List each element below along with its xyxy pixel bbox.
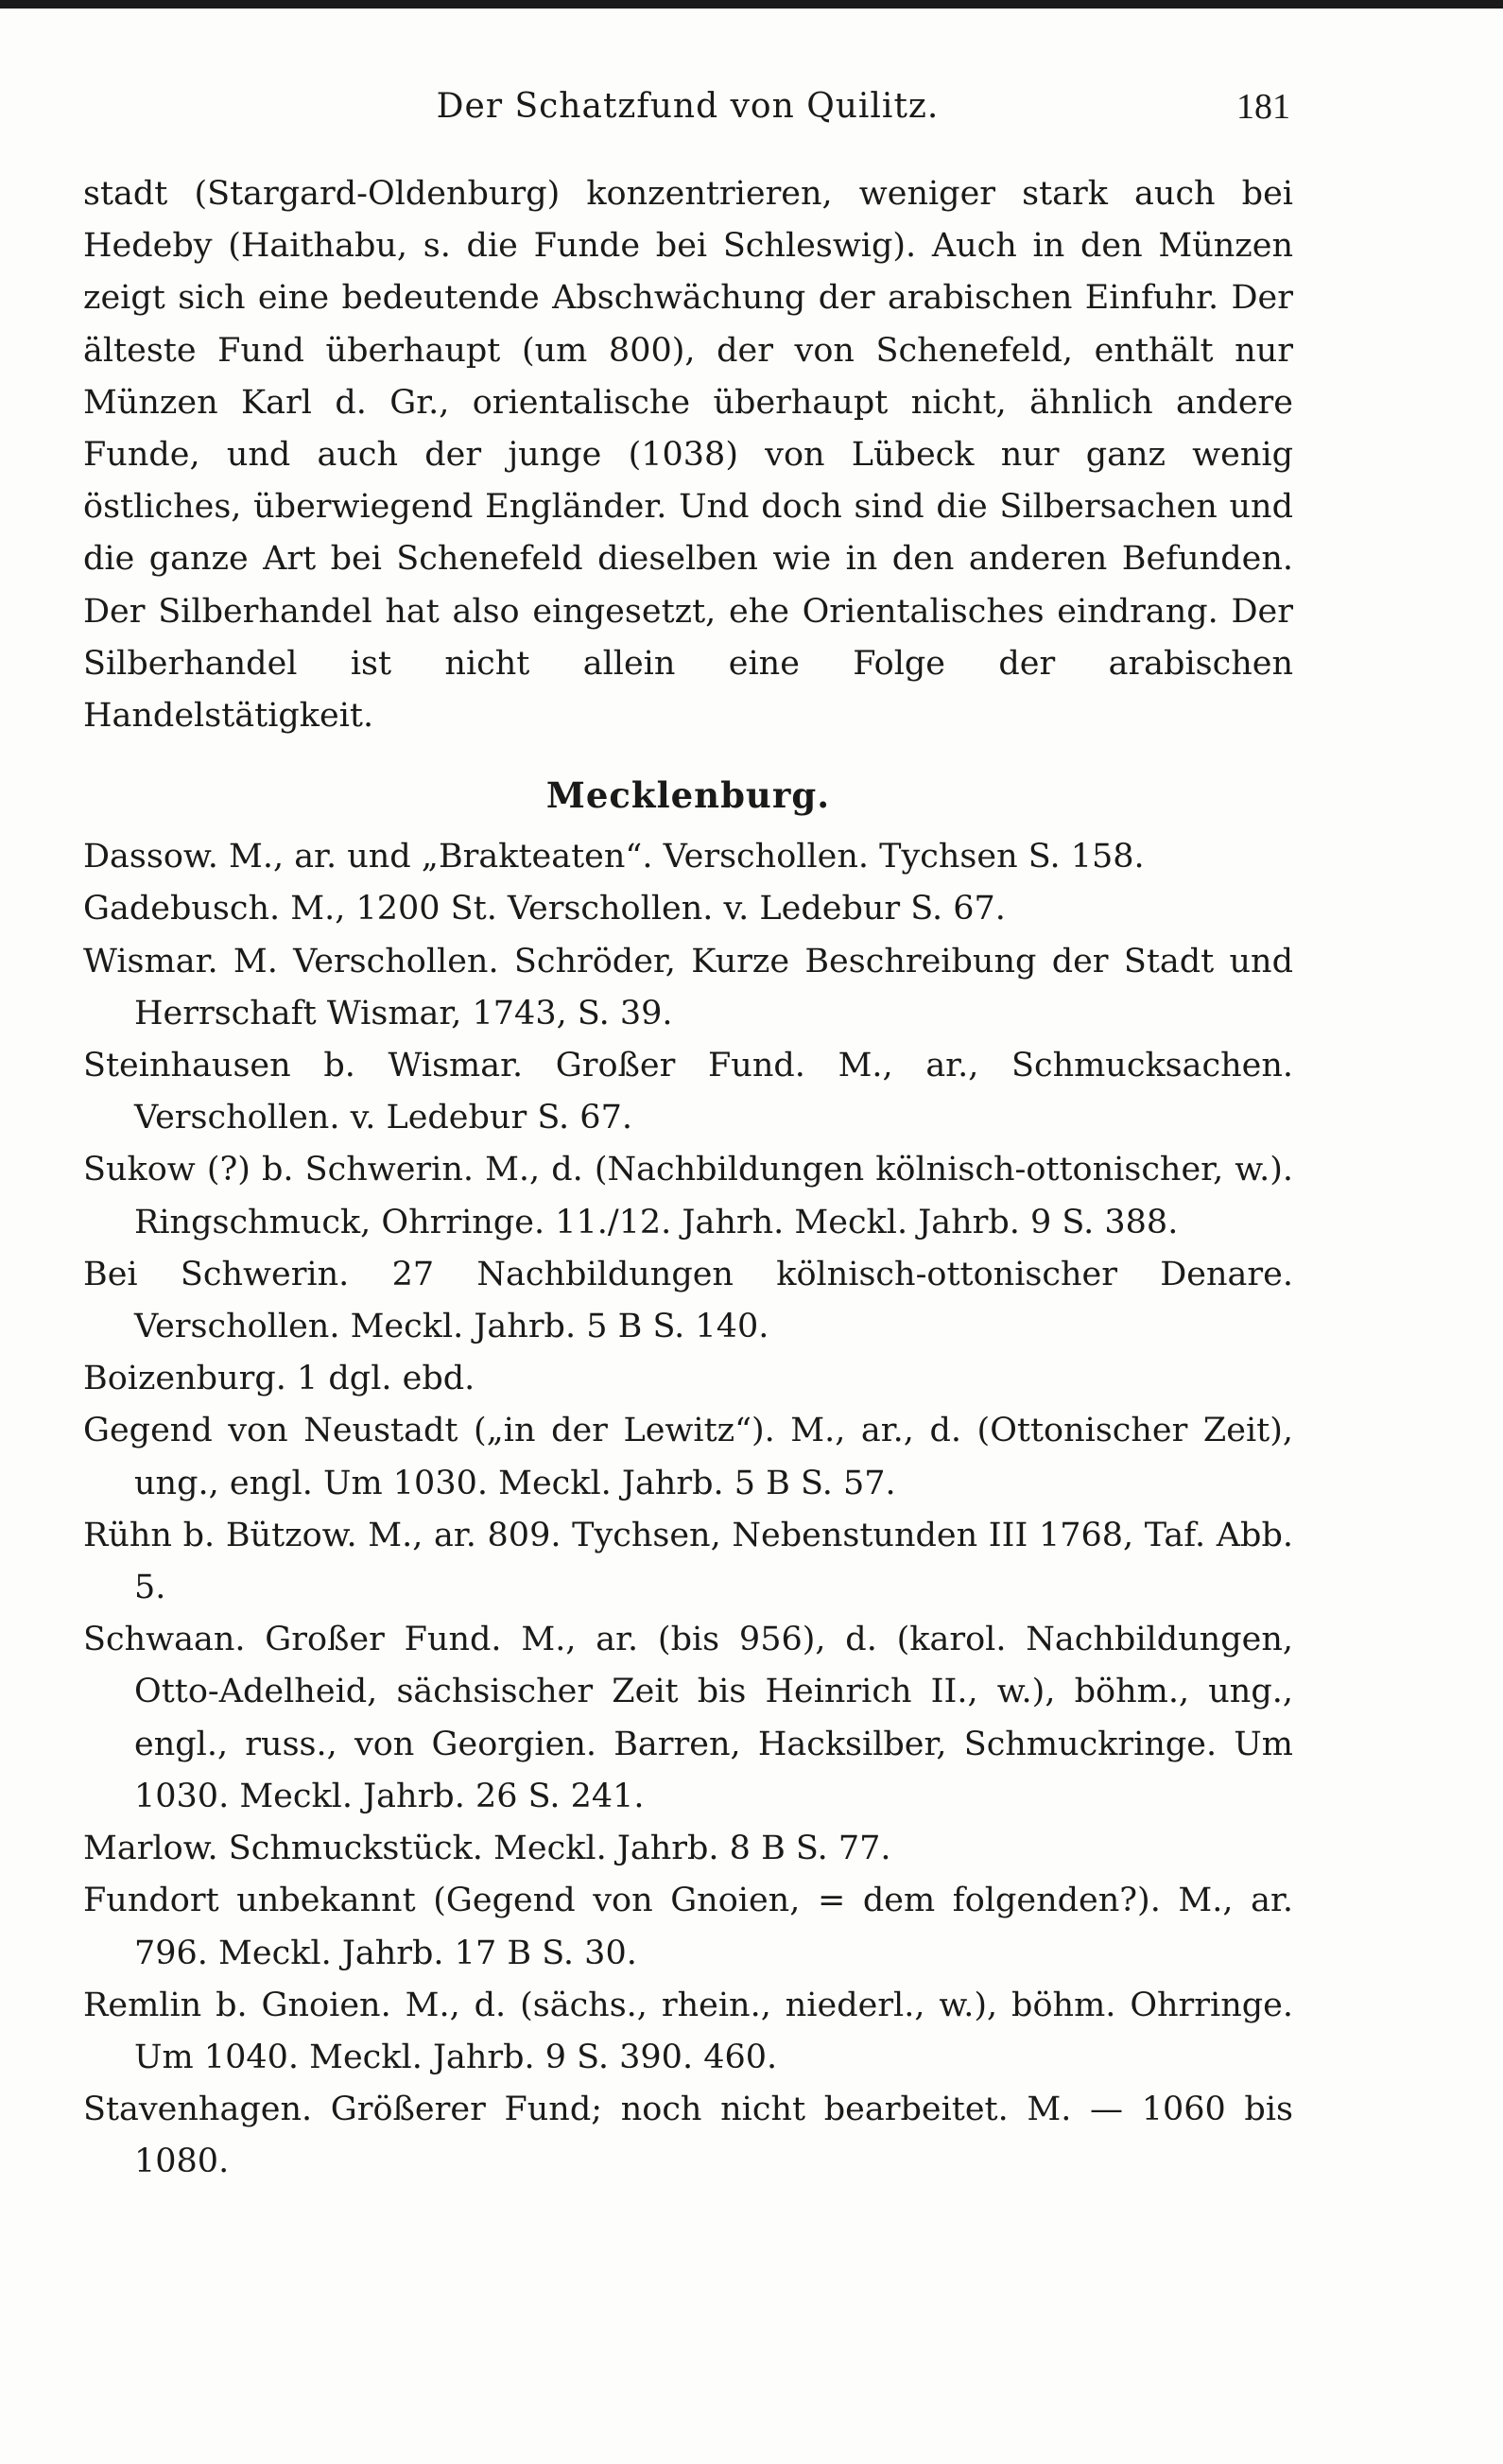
top-edge-rule <box>0 0 1503 9</box>
section-heading: Mecklenburg. <box>545 774 831 817</box>
find-entry: Wismar. M. Verschollen. Schröder, Kurze Beschreibung der Stadt und Herrschaft Wismar, 1743, S. 39. <box>83 942 1293 1032</box>
find-entry: Remlin b. Gnoien. M., d. (sächs., rhein., niederl., w.), böhm. Ohrringe. Um 1040. Meckl. Jahrb. 9 S. 390. 460. <box>83 1986 1293 2076</box>
find-entry: Sukow (?) b. Schwerin. M., d. (Nachbildungen kölnisch-ottonischer, w.). Ringschmuck, Ohrringe. 11./12. Jahrh. Meckl. Jahrb. 9 S. 388. <box>83 1151 1293 1241</box>
find-entry: Dassow. M., ar. und „Brakteaten“. Verschollen. Tychsen S. 158. <box>83 838 1145 876</box>
find-entry: Bei Schwerin. 27 Nachbildungen kölnisch-ottonischer Denare. Verschollen. Meckl. Jahrb. 5 B S. 140. <box>83 1255 1293 1346</box>
find-entry: Rühn b. Bützow. M., ar. 809. Tychsen, Nebenstunden III 1768, Taf. Abb. 5. <box>83 1516 1293 1607</box>
running-title: Der Schatzfund von Quilitz. <box>436 87 940 126</box>
find-entry: Gegend von Neustadt („in der Lewitz“). M., ar., d. (Ottonischer Zeit), ung., engl. Um 1030. Meckl. Jahrb. 5 B S. 57. <box>83 1412 1293 1502</box>
find-entry: Stavenhagen. Größerer Fund; noch nicht bearbeitet. M. — 1060 bis 1080. <box>83 2091 1293 2181</box>
find-entry: Boizenburg. 1 dgl. ebd. <box>83 1360 475 1398</box>
page-number: 181 <box>1236 87 1290 127</box>
find-entry: Schwaan. Großer Fund. M., ar. (bis 956), d. (karol. Nachbildungen, Otto-Adelheid, sächsischer Zeit bis Heinrich II., w.), böhm., ung., engl., russ., von Georgien. Barren, Hacksilber, Schmuckringe. Um 1030. Meckl. Jahrb. 26 S. 241. <box>83 1621 1293 1815</box>
find-entry: Fundort unbekannt (Gegend von Gnoien, = dem folgenden?). M., ar. 796. Meckl. Jahrb. 17 B S. 30. <box>83 1882 1293 1972</box>
running-head <box>85 83 1290 130</box>
intro-paragraph: stadt (Stargard-Oldenburg) konzentrieren, weniger stark auch bei Hedeby (Haithabu, s. die Funde bei Schleswig). Auch in den Münzen zeigt sich eine bedeutende Abschwächung der arabischen Einfuhr. Der älteste Fund überhaupt (um 800), der von Schenefeld, enthält nur Münzen Karl d. Gr., orientalische überhaupt nicht, ähnlich andere Funde, und auch der junge (1038) von Lübeck nur ganz wenig östliches, überwiegend Engländer. Und doch sind die Silbersachen und die ganze Art bei Schenefeld dieselben wie in den anderen Befunden. Der Silberhandel hat also eingesetzt, ehe Orientalisches eindrang. Der Silberhandel ist nicht allein eine Folge der arabischen Handelstätigkeit. <box>83 175 1293 736</box>
find-entry: Steinhausen b. Wismar. Großer Fund. M., ar., Schmucksachen. Verschollen. v. Ledebur S. 67. <box>83 1047 1293 1137</box>
find-entry: Gadebusch. M., 1200 St. Verschollen. v. Ledebur S. 67. <box>83 890 1006 928</box>
page-body <box>83 168 1293 2189</box>
find-entries-list <box>83 831 1293 2188</box>
find-entry: Marlow. Schmuckstück. Meckl. Jahrb. 8 B S. 77. <box>83 1830 891 1868</box>
